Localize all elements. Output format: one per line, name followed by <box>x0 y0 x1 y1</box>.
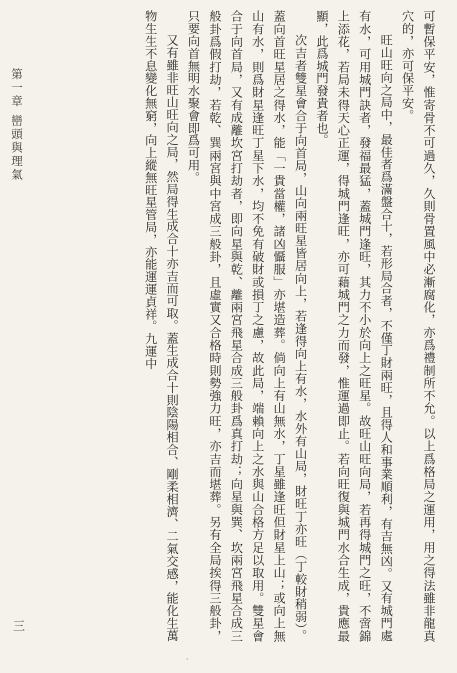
margin-mark: · <box>186 655 189 664</box>
paragraph-3: 次吉者雙星會合于向首局，山向兩旺星皆居向上，若逢得向上有水，水外有山局，財旺丁亦旺（丁較財稍弱）。蓋向首旺星居之得水，能「一貴當權，諸凶懾服」亦堪造葬。倘向上有山無水，丁星雖逢旺但財星上山；或向上無山有水，則爲財星逢旺丁星下水，均不免有破財或損丁之慮，故此局，端賴向上之水與山合格方足以取用。雙星會合于向首局，又有成離坎宮打劫者，即向星與乾、離兩宮飛星合成三般卦爲真打劫；向星與巽、坎兩宮飛星合成三般卦爲假打劫，若乾、巽兩宮與中宮成三般卦，且虛實又合格時則勢強力旺，亦吉而堪葬。另有全局挨得三般卦，只要向首無明水聚會即爲可用。 <box>186 10 308 642</box>
paragraph-2: 旺山旺向之局中，最佳者爲滿盤合十，若形局合者，不僅丁財兩旺，且得人和事業順利，有吉無凶。又有城門處有水，可用城門訣者，發福最猛，蓋城門逢旺，其力不小於向上之旺星。故旺山旺向局，若再得城門之旺，不啻錦上添花，若局未得天心正運，得城門逢旺，亦可藉城門之力而發，惟運過即止。若向旺復與城門水合生成，貴應最顯，此爲城門發貴者也。 <box>314 10 394 642</box>
page-number: 三 <box>13 619 26 633</box>
paragraph-1: 可暫保平安，惟寄骨不可過久，久則骨置風中必漸腐化，亦爲禮制所不允。以上爲格局之運用，用之得法雖非龍真穴的，亦可保平安。 <box>400 10 436 642</box>
chapter-running-header: 第一章 巒頭與理氣 <box>10 68 24 182</box>
paragraph-4: 又有雖非旺山旺向之局，然局得生成合十亦吉而可取。蓋生成合十則陰陽相合、剛柔相濟、二氣交感，能化生萬物生生不息變化無窮，向上縱無旺星管局，亦能運運貞祥。九運中 <box>143 10 180 642</box>
body-text <box>65 10 439 642</box>
